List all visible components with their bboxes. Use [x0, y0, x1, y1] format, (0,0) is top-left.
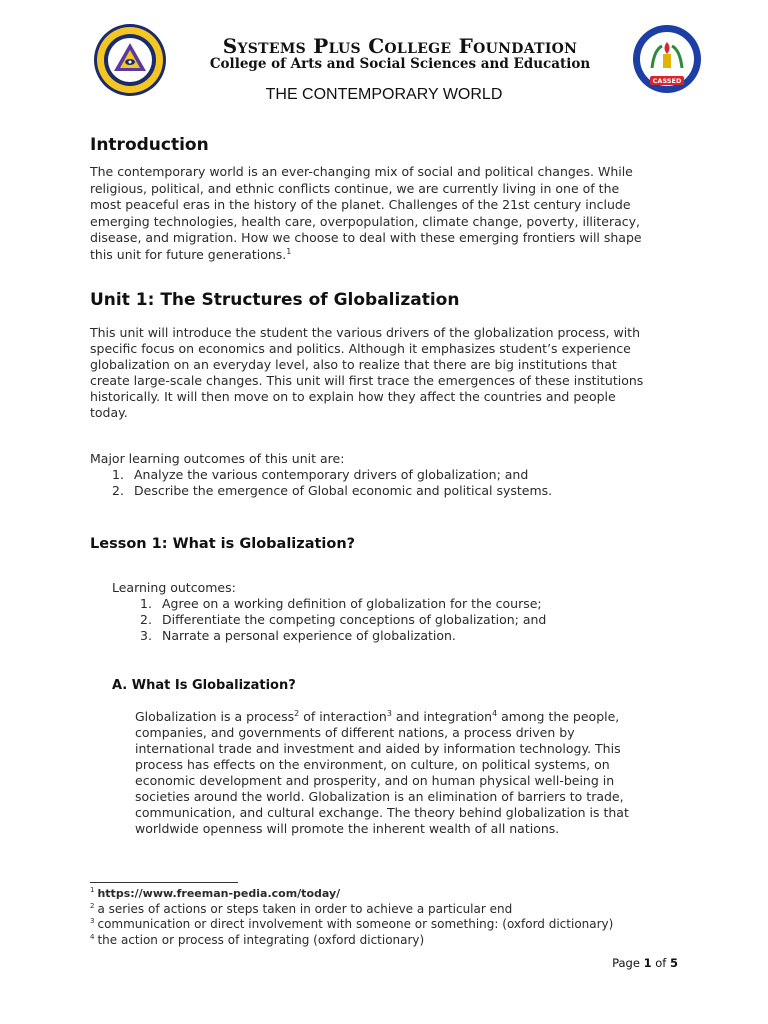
college-name: College of Arts and Social Sciences and Education: [209, 56, 591, 72]
footnotes: [90, 886, 613, 948]
cassed-logo-text: CASSED: [652, 77, 682, 85]
section-a-heading: A. What Is Globalization?: [112, 678, 296, 693]
section-a-paragraph: Globalization is a process$^2$ of interaction$^3$ and integration$^4$ among the people, companies, and governments of different nations, a process driven by international trade and investment and aided by information technology. This process has effects on the environment, on culture, on political systems, on economic development and prosperity, and on human physical well-being in societies around the world. Globalization is an elimination of barriers to trade, communication, and cultural exchange. The theory behind globalization is that worldwide openness will promote the inherent wealth of all nations.: [135, 708, 629, 836]
lesson1-heading: Lesson 1: What is Globalization?: [90, 536, 356, 552]
unit1-outcomes: Major learning outcomes of this unit are: 1. Analyze the various contemporary drivers of globalization; and 2. Describe the emergence of Global economic and political systems.: [90, 451, 553, 498]
footnote-ref-3[interactable]: 3: [386, 708, 392, 718]
page-number: Page 1 of 5: [612, 956, 678, 970]
list-item: 3. Narrate a personal experience of globalization.: [140, 628, 456, 643]
list-item: 2. Describe the emergence of Global economic and political systems.: [112, 483, 553, 498]
introduction-heading: Introduction: [90, 135, 209, 155]
footnote-2: $^2$ a series of actions or steps taken in order to achieve a particular end: [90, 901, 513, 916]
cassed-seal-logo: [632, 24, 702, 94]
list-item: 2. Differentiate the competing conceptions of globalization; and: [140, 612, 547, 627]
footnote-1[interactable]: $^1$ https://www.freeman-pedia.com/today/: [90, 886, 341, 900]
list-item: 1. Analyze the various contemporary drivers of globalization; and: [112, 467, 529, 482]
unit1-paragraph: This unit will introduce the student the various drivers of the globalization process, with specific focus on economics and politics. Although it emphasizes student’s experience globalization on an everyday level, also to realize that there are big institutions that create large-scale changes. This unit will first trace the emergences of these institutions historically. It will then move on to explain how they affect the countries and people today.: [90, 325, 644, 420]
footnote-ref-4[interactable]: 4: [492, 708, 498, 718]
footnote-ref-1[interactable]: 1: [286, 246, 292, 256]
footnote-divider: [90, 882, 238, 883]
document-title: THE CONTEMPORARY WORLD: [265, 86, 503, 103]
footnote-ref-2[interactable]: 2: [294, 708, 300, 718]
unit1-heading: Unit 1: The Structures of Globalization: [90, 290, 460, 310]
footnote-3: $^3$ communication or direct involvement with someone or something: (oxford dictionary): [90, 917, 614, 931]
footnote-4: $^4$ the action or process of integrating (oxford dictionary): [90, 932, 425, 947]
list-item: 1. Agree on a working definition of globalization for the course;: [140, 596, 542, 611]
lesson1-outcomes: Learning outcomes: 1. Agree on a working definition of globalization for the course; 2. Differentiate the competing conceptions of globalization; and 3. Narrate a personal experience of globalization.: [112, 580, 547, 643]
institution-name: Systems Plus College Foundation: [222, 34, 578, 58]
introduction-paragraph: The contemporary world is an ever-changing mix of social and political changes. While religious, political, and ethnic conflicts continue, we are currently living in one of the most peaceful eras in the history of the planet. Challenges of the 21st century include emerging technologies, health care, overpopulation, climate change, poverty, illiteracy, disease, and migration. How we choose to deal with these emerging frontiers will shape this unit for future generations.$^1$: [90, 164, 642, 262]
